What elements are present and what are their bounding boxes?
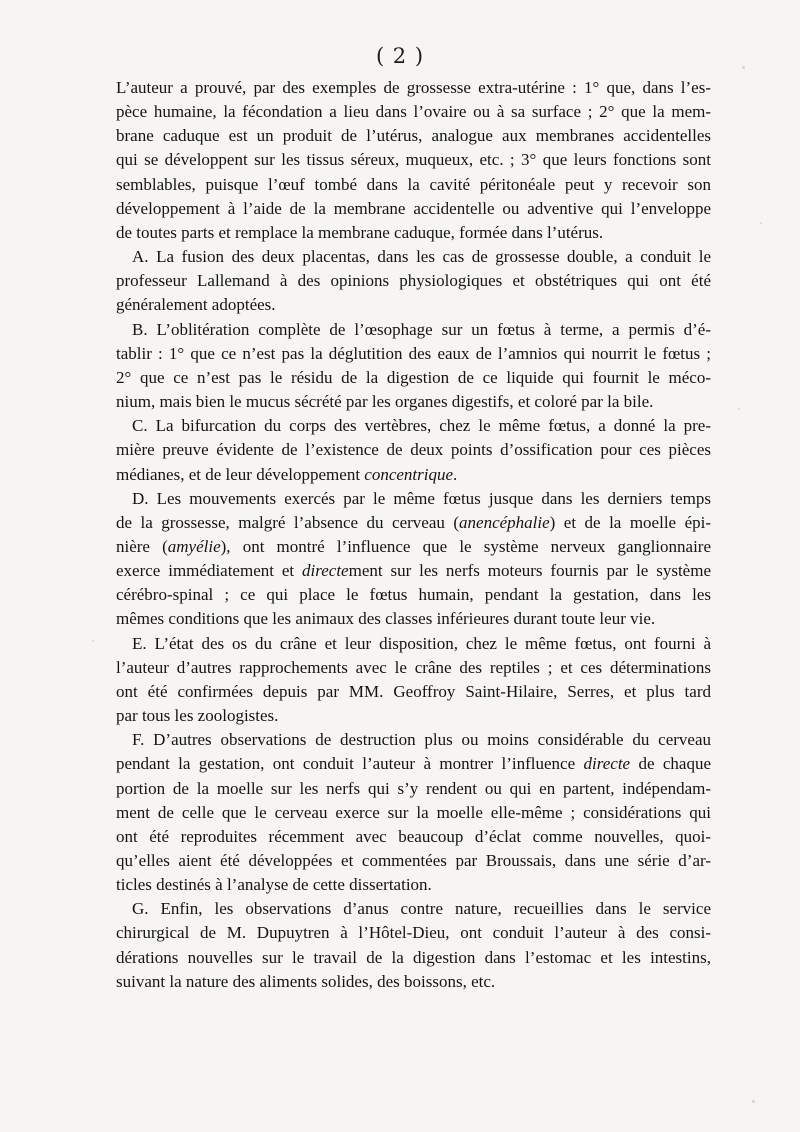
paragraph-c [116,414,711,486]
text-line: nium, mais bien le mucus sécrété par les organes digestifs, et coloré par la bile. [116,392,654,412]
text-line: dérations nouvelles sur le travail de la digestion dans l’estomac et les intestins, [116,947,711,967]
text-line: ont été reproduites récemment avec beaucoup d’éclat comme nouvelles, quoi- [116,826,711,846]
text-line: ment de celle que le cerveau exerce sur la moelle elle-même ; considérations qui [116,802,711,822]
text-line: cérébro-spinal ; ce qui place le fœtus humain, pendant la gestation, dans les [116,585,711,605]
text-line: suivant la nature des aliments solides, des boissons, etc. [116,971,496,991]
text-line: par tous les zoologistes. [116,706,279,726]
text-line: l’auteur d’autres rapprochements avec le crâne des reptiles ; et ces déterminations [116,657,711,677]
text-line: pèce humaine, la fécondation a lieu dans l’ovaire ou à sa surface ; 2° que la mem- [116,102,711,122]
text-line: ticles destinés à l’analyse de cette dissertation. [116,875,432,895]
text-line: chirurgical de M. Dupuytren à l’Hôtel-Dieu, ont conduit l’auteur à des consi- [116,923,711,943]
text-line: pendant la gestation, ont conduit l’auteur à montrer l’influence directe de chaque [116,754,711,774]
text-line: A. La fusion des deux placentas, dans les cas de grossesse double, a conduit le [132,247,711,267]
text-line: qu’elles aient été développées et commentées par Broussais, dans une série d’ar- [116,851,711,870]
paragraph-f [116,728,711,897]
text-line: F. D’autres observations de destruction plus ou moins considérable du cerveau [132,730,711,750]
paragraph-d [116,487,711,632]
paragraph-intro [116,76,711,245]
text-line: nière (amyélie), ont montré l’influence que le système nerveux ganglionnaire [116,536,711,556]
text-line: de la grossesse, malgré l’absence du cerveau (anencéphalie) et de la moelle épi- [116,512,712,532]
text-line: B. L’oblitération complète de l’œsophage sur un fœtus à terme, a permis d’é- [132,319,711,339]
text-line: D. Les mouvements exercés par le même fœtus jusque dans les derniers temps [132,488,711,508]
text-line: professeur Lallemand à des opinions physiologiques et obstétriques qui ont été [116,271,711,291]
text-line: qui se développent sur les tissus séreux, muqueux, etc. ; 3° que leurs fonctions sont [116,150,711,170]
text-line: exerce immédiatement et directement sur les nerfs moteurs fournis par le système [116,561,711,581]
body-text [116,76,711,994]
text-line: portion de la moelle sur les nerfs qui s’y rendent ou qui en partent, indépendam- [116,778,711,798]
text-line: mière preuve évidente de l’existence de deux points d’ossification pour ces pièces [116,440,711,460]
paragraph-g [116,897,711,994]
text-line: de toutes parts et remplace la membrane caduque, formée dans l’utérus. [116,222,604,242]
paragraph-b [116,318,711,415]
paragraph-a [116,245,711,317]
text-line: G. Enfin, les observations d’anus contre nature, recueillies dans le service [132,899,711,919]
text-line: mêmes conditions que les animaux des classes inférieures durant toute leur vie. [116,609,656,629]
paper-speck [760,222,762,224]
paper-speck [752,1100,755,1103]
text-line: C. La bifurcation du corps des vertèbres, chez le même fœtus, a donné la pre- [132,416,711,436]
text-line: E. L’état des os du crâne et leur disposition, chez le même fœtus, ont fourni à [132,633,711,653]
text-line: semblables, puisque l’œuf tombé dans la cavité péritonéale peut y recevoir son [116,174,711,194]
page-number: ( 2 ) [375,44,425,68]
paper-speck [738,408,740,410]
paper-speck [742,66,745,69]
paragraph-e [116,632,711,729]
text-line: tablir : 1° que ce n’est pas la déglutition des eaux de l’amnios qui nourrit le fœtus ; [116,343,711,363]
text-line: 2° que ce n’est pas le résidu de la digestion de ce liquide qui fournit le méco- [116,367,711,387]
paper-speck [92,640,94,642]
text-line: L’auteur a prouvé, par des exemples de grossesse extra-utérine : 1° que, dans l’es- [116,78,711,97]
text-line: généralement adoptées. [116,295,276,315]
text-line: ont été confirmées depuis par MM. Geoffroy Saint-Hilaire, Serres, et plus tard [116,681,711,701]
text-line: développement à l’aide de la membrane accidentelle ou adventive qui l’enveloppe [116,198,711,218]
text-line: brane caduque est un produit de l’utérus, analogue aux membranes accidentelles [116,126,711,146]
text-line: médianes, et de leur développement concentrique. [116,464,458,484]
